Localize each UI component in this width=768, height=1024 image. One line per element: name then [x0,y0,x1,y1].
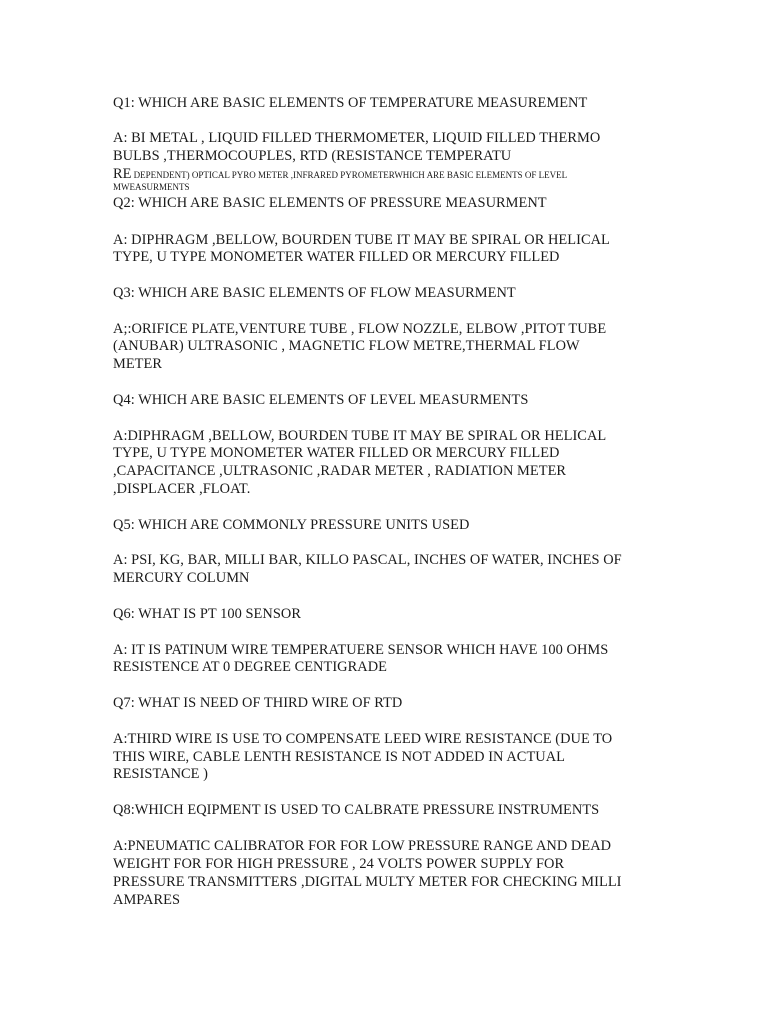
q5-answer-line-2: MERCURY COLUMN [113,570,250,586]
q4-answer-line-1: A:DIPHRAGM ,BELLOW, BOURDEN TUBE IT MAY BE SPIRAL OR HELICAL [113,428,607,444]
q4-answer-line-2: TYPE, U TYPE MONOMETER WATER FILLED OR MERCURY FILLED [113,445,560,461]
q3-answer-line-2: (ANUBAR) ULTRASONIC , MAGNETIC FLOW METRE,THERMAL FLOW [113,338,580,354]
q8-answer-line-4: AMPARES [113,892,181,908]
q6-question: Q6: WHAT IS PT 100 SENSOR [113,606,301,622]
q4-answer-line-3: ,CAPACITANCE ,ULTRASONIC ,RADAR METER , RADIATION METER [113,463,567,479]
q2-answer-line-1: A: DIPHRAGM ,BELLOW, BOURDEN TUBE IT MAY BE SPIRAL OR HELICAL [113,232,610,248]
q2-answer-line-2: TYPE, U TYPE MONOMETER WATER FILLED OR MERCURY FILLED [113,249,560,265]
q3-answer-line-3: METER [113,356,163,372]
q4-answer-line-4: ,DISPLACER ,FLOAT. [113,481,251,497]
q3-question: Q3: WHICH ARE BASIC ELEMENTS OF FLOW MEASURMENT [113,285,516,301]
q7-answer-line-2: THIS WIRE, CABLE LENTH RESISTANCE IS NOT ADDED IN ACTUAL [113,749,566,765]
q1-answer-line-2: BULBS ,THERMOCOUPLES, RTD (RESISTANCE TEMPERATU [113,148,512,164]
q7-answer-line-3: RESISTANCE ) [113,766,208,782]
q4-question: Q4: WHICH ARE BASIC ELEMENTS OF LEVEL MEASURMENTS [113,392,529,408]
q3-answer-line-1: A;:ORIFICE PLATE,VENTURE TUBE , FLOW NOZZLE, ELBOW ,PITOT TUBE [113,321,607,337]
q5-answer-line-1: A: PSI, KG, BAR, MILLI BAR, KILLO PASCAL, INCHES OF WATER, INCHES OF [113,552,622,568]
q2-question: Q2: WHICH ARE BASIC ELEMENTS OF PRESSURE MEASURMENT [113,195,547,211]
q7-question: Q7: WHAT IS NEED OF THIRD WIRE OF RTD [113,695,403,711]
q8-answer-line-2: WEIGHT FOR FOR HIGH PRESSURE , 24 VOLTS POWER SUPPLY FOR [113,856,565,872]
q6-answer-line-1: A: IT IS PATINUM WIRE TEMPERATUERE SENSOR WHICH HAVE 100 OHMS [113,642,609,658]
q8-answer-line-3: PRESSURE TRANSMITTERS ,DIGITAL MULTY METER FOR CHECKING MILLI [113,874,622,890]
q5-question: Q5: WHICH ARE COMMONLY PRESSURE UNITS USED [113,517,470,533]
q6-answer-line-2: RESISTENCE AT 0 DEGREE CENTIGRADE [113,659,388,675]
q1-answer-line-3 [113,166,568,182]
q1-answer-line-4: MWEASURMENTS [113,182,190,192]
q1-answer-line-1: A: BI METAL , LIQUID FILLED THERMOMETER, LIQUID FILLED THERMO [113,130,601,146]
q8-answer-line-1: A:PNEUMATIC CALIBRATOR FOR FOR LOW PRESSURE RANGE AND DEAD [113,838,612,854]
q1-question: Q1: WHICH ARE BASIC ELEMENTS OF TEMPERATURE MEASUREMENT [113,95,588,111]
q1-answer-line-3-small: DEPENDENT) OPTICAL PYRO METER ,INFRARED PYROMETERWHICH ARE BASIC ELEMENTS OF LEVEL [131,170,568,180]
q8-question: Q8:WHICH EQIPMENT IS USED TO CALBRATE PRESSURE INSTRUMENTS [113,802,600,818]
q7-answer-line-1: A:THIRD WIRE IS USE TO COMPENSATE LEED WIRE RESISTANCE (DUE TO [113,731,613,747]
q1-answer-line-3-big: RE [113,166,132,182]
